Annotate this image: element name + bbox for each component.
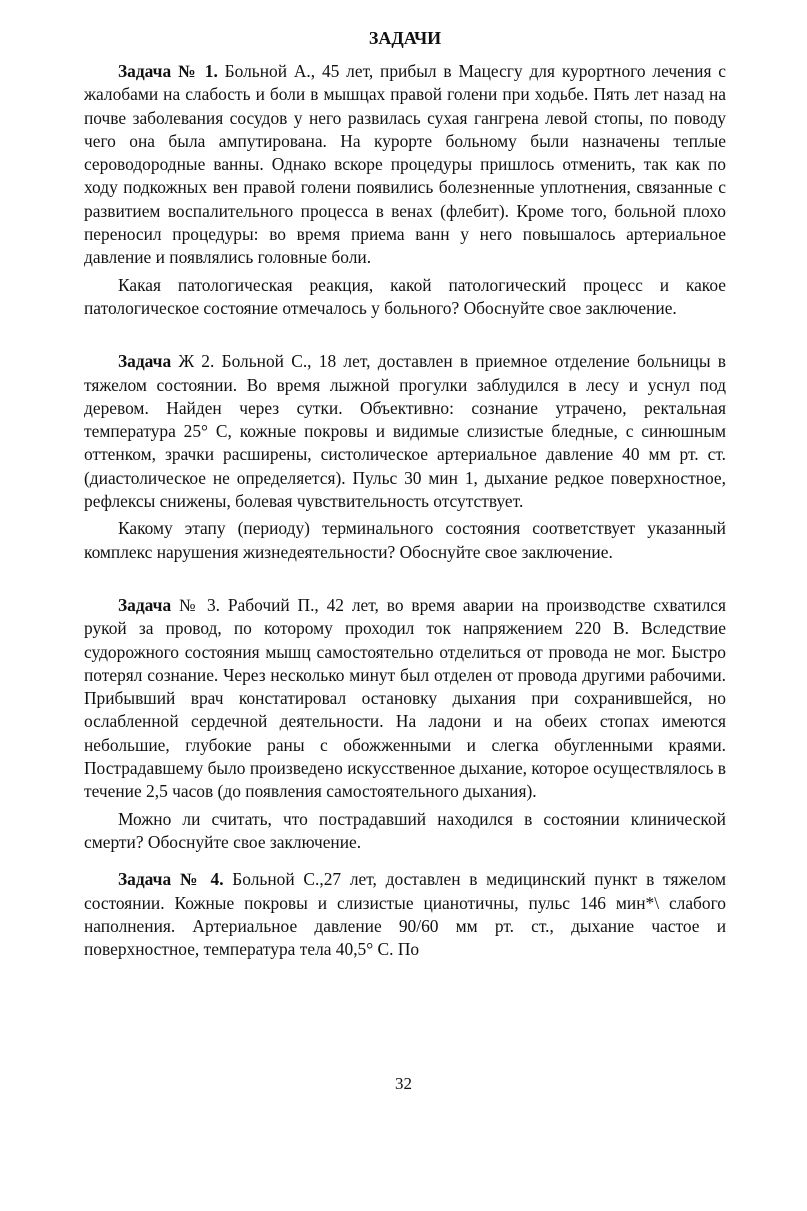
task-3-body	[84, 594, 726, 804]
task-4	[84, 868, 726, 961]
task-1	[84, 60, 726, 320]
task-3-text: № 3. Рабочий П., 42 лет, во время аварии на производстве схватился рукой за провод, по которому проходил ток напряжением 220 В. Вследствие судорожного состояния мышц самостоятельно отделиться от провода не мог. Быстро потерял сознание. Через несколько минут был отделен от провода другими рабочими. Прибывший врач констатировал остановку дыхания при сохранившейся, но ослабленной сердечной деятельности. На ладони и на обеих стопах имеются небольшие, глубокие раны с обожженными и слегка обугленными краями. Пострадавшему было произведено искусственное дыхание, которое осуществлялось в течение 2,5 часов (до появления самостоятельного дыхания).	[84, 594, 726, 802]
task-3-question: Можно ли считать, что пострадавший находился в состоянии клинической смерти? Обоснуйте свое заключение.	[84, 808, 726, 852]
spacer	[84, 564, 726, 594]
task-4-label: Задача № 4.	[118, 869, 224, 890]
page-title: ЗАДАЧИ	[368, 28, 442, 48]
page-number: 32	[395, 1074, 412, 1093]
task-2-question: Какому этапу (периоду) терминального состояния соответствует указанный комплекс нарушения жизнедеятельности? Обоснуйте свое заключение.	[84, 518, 726, 562]
task-3-label: Задача	[118, 594, 172, 615]
document-page	[84, 26, 726, 961]
task-1-question: Какая патологическая реакция, какой патологический процесс и какое патологическое состояние отмечалось у больного? Обоснуйте свое заключение.	[84, 274, 726, 318]
task-1-text: Больной А., 45 лет, прибыл в Мацесгу для курортного лечения с жалобами на слабость и боли в мышцах правой голени при ходьбе. Пять лет назад на почве заболевания сосудов у него развилась сухая гангрена левой стопы, по поводу чего она была ампутирована. На курорте больному были назначены теплые сероводородные ванны. Однако вскоре процедуры пришлось отменить, так как по ходу подкожных вен правой голени появились болезненные уплотнения, связанные с развитием воспалительного процесса в венах (флебит). Кроме того, больной плохо переносил процедуры: во время приема ванн у него повышалось артериальное давление и появлялись головные боли.	[84, 61, 726, 268]
task-2-label: Задача	[118, 351, 172, 372]
spacer	[84, 854, 726, 868]
task-2-body	[84, 350, 726, 513]
task-2-text: Ж 2. Больной С., 18 лет, доставлен в приемное отделение больницы в тяжелом состоянии. Во время лыжной прогулки заблудился в лесу и уснул под деревом. Найден через сутки. Объективно: сознание утрачено, ректальная температура 25° С, кожные покровы и видимые слизистые бледные, с синюшным оттенком, зрачки расширены, систолическое артериальное давление 40 мм рт. ст. (диастолическое не определяется). Пульс 30 мин 1, дыхание редкое поверхностное, рефлексы снижены, болевая чувствительность отсутствует.	[84, 351, 726, 512]
task-3	[84, 594, 726, 854]
task-4-body	[84, 868, 726, 961]
spacer	[84, 320, 726, 350]
task-1-body	[84, 60, 726, 270]
task-1-label: Задача № 1.	[118, 61, 218, 81]
task-2	[84, 350, 726, 564]
task-4-text: Больной С.,27 лет, доставлен в медицинский пункт в тяжелом состоянии. Кожные покровы и слизистые цианотичны, пульс 146 мин*\ слабого наполнения. Артериальное давление 90/60 мм рт. ст., дыхание частое и поверхностное, температура тела 40,5° С. По	[84, 869, 726, 960]
